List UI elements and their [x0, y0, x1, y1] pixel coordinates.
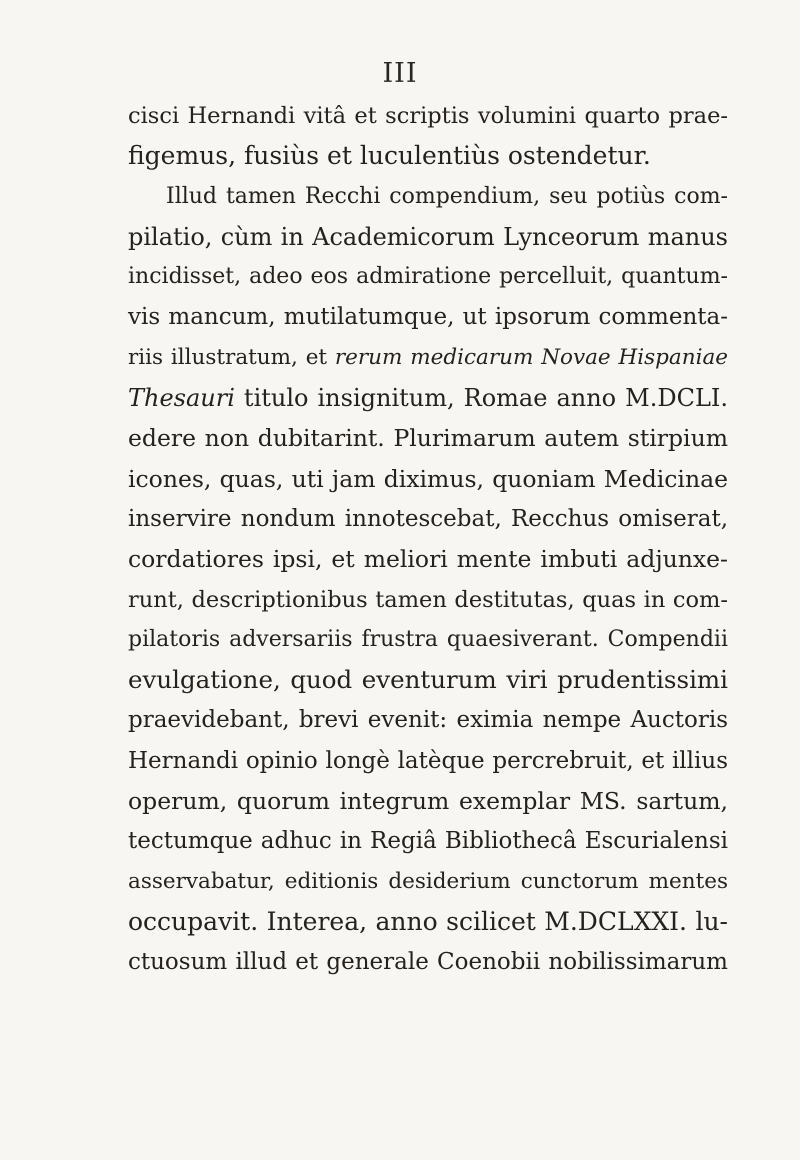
text-line-8-roman: titulo insignitum, Romae anno M.DCLI. — [234, 384, 728, 413]
text-line-2: figemus, fusiùs et luculentiùs ostendetur. — [128, 141, 651, 171]
text-line-10: icones, quas, uti jam diximus, quoniam Medicinae — [128, 464, 728, 493]
text-line-7 — [128, 338, 728, 378]
text-line-21: occupavit. Interea, anno scilicet M.DCLXXI. lu- — [128, 906, 728, 936]
text-line-6: vis mancum, mutilatumque, ut ipsorum commenta- — [128, 304, 728, 331]
text-line-14: pilatoris adversariis frustra quaesiverant. Compendii — [128, 626, 728, 652]
text-line-18: operum, quorum integrum exemplar MS. sartum, — [128, 787, 728, 816]
text-line-4: pilatio, cùm in Academicorum Lynceorum manus — [128, 222, 728, 251]
book-title-italic: rerum medicarum Novae Hispaniae — [334, 344, 728, 370]
text-line-22: ctuosum illud et generale Coenobii nobilissimarum — [128, 949, 728, 976]
body-text — [128, 96, 728, 983]
text-line-3: Illud tamen Recchi compendium, seu potiùs com- — [166, 183, 728, 209]
book-title-italic-cont: Thesauri — [128, 384, 235, 413]
text-line-11: inservire nondum innotescebat, Recchus omiserat, — [128, 505, 728, 532]
text-line-15: evulgatione, quod eventurum viri prudentissimi — [128, 665, 728, 695]
text-line-7-roman: riis illustratum, et — [128, 344, 335, 370]
text-line-12: cordatiores ipsi, et meliori mente imbuti adjunxe- — [128, 545, 728, 574]
page-number: III — [382, 58, 418, 89]
text-line-19: tectumque adhuc in Regiâ Bibliothecâ Escurialensi — [128, 828, 728, 855]
text-line-13: runt, descriptionibus tamen destitutas, quas in com- — [128, 586, 728, 613]
text-line-17: Hernandi opinio longè latèque percrebruit, et illius — [128, 747, 728, 774]
text-line-8 — [128, 378, 728, 418]
text-line-5: incidisset, adeo eos admiratione percelluit, quantum- — [128, 264, 728, 290]
text-line-1: cisci Hernandi vitâ et scriptis volumini quarto prae- — [128, 103, 728, 129]
text-line-20: asservabatur, editionis desiderium cunctorum mentes — [128, 868, 728, 894]
text-line-16: praevidebant, brevi evenit: eximia nempe Auctoris — [128, 707, 728, 734]
text-line-9: edere non dubitarint. Plurimarum autem stirpium — [128, 424, 728, 453]
